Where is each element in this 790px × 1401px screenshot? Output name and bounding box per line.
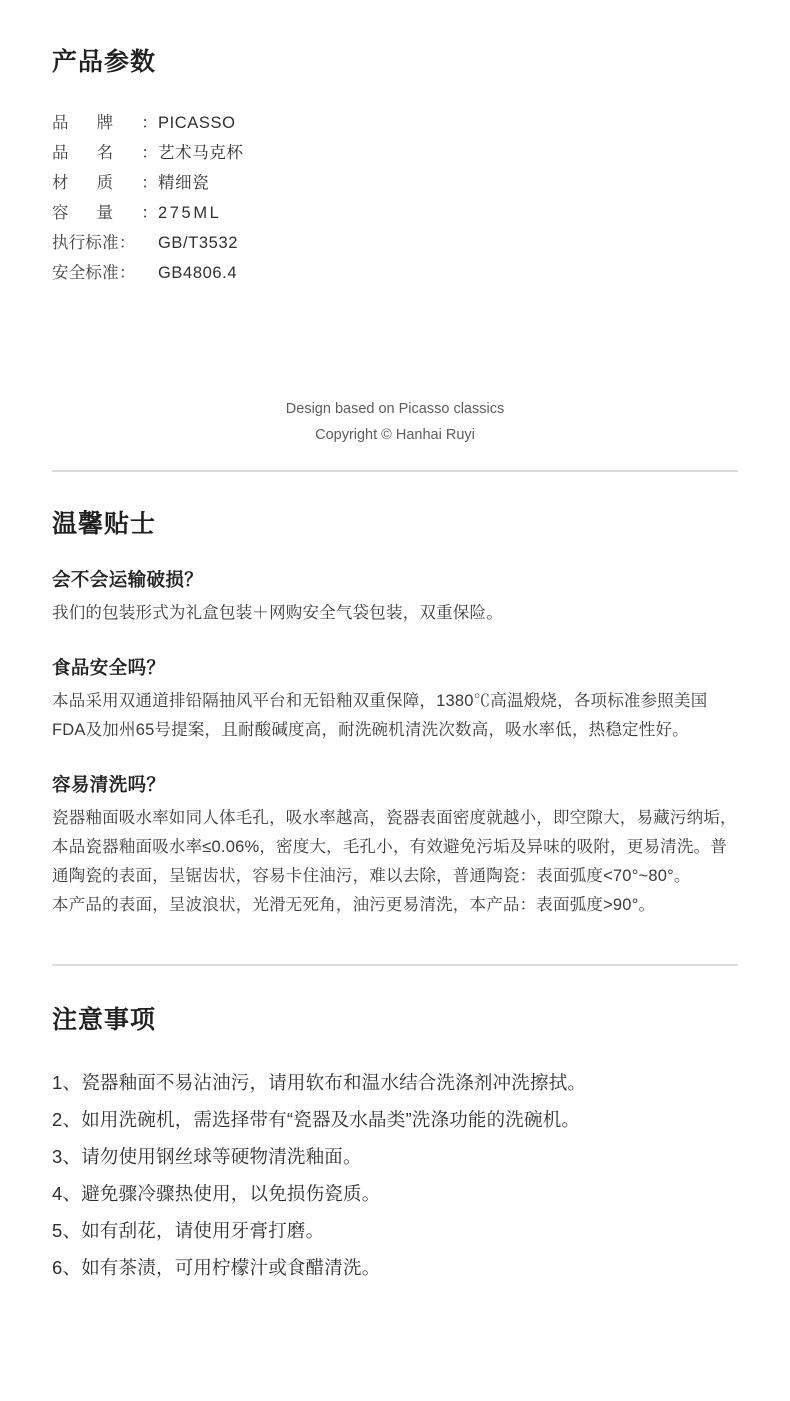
spec-label-colon: ： xyxy=(141,114,158,132)
spec-label-colon: ： xyxy=(118,264,136,282)
tips-section xyxy=(0,472,790,920)
spec-value: 275ML xyxy=(158,204,222,222)
spec-row xyxy=(52,258,740,288)
spec-label-char: 量 xyxy=(96,204,114,222)
spec-label-colon: ： xyxy=(118,234,136,252)
qa-answer-paragraph: 我们的包装形式为礼盒包装＋网购安全气袋包装，双重保险。 xyxy=(52,604,503,622)
spec-list xyxy=(52,108,740,288)
list-item: 4、避免骤冷骤热使用，以免损伤瓷质。 xyxy=(52,1183,381,1204)
spec-value: GB/T3532 xyxy=(158,234,239,252)
spec-row xyxy=(52,138,740,168)
spec-row xyxy=(52,168,740,198)
spec-label-char: 品 xyxy=(52,144,69,162)
spec-label-colon: ： xyxy=(141,144,158,162)
spec-value: GB4806.4 xyxy=(158,264,238,282)
spec-label-char: 牌 xyxy=(96,114,114,132)
spec-label xyxy=(52,108,158,138)
spec-label-char: 容 xyxy=(52,204,69,222)
notes-section xyxy=(0,966,790,1346)
spec-label-char: 质 xyxy=(96,174,114,192)
qa-answer-paragraph: 本品采用双通道排铅隔抽风平台和无铅釉双重保障，1380℃高温煅烧，各项标准参照美国FDA及加州65号提案，且耐酸碱度高，耐洗碗机清洗次数高，吸水率低，热稳定性好。 xyxy=(52,692,708,739)
spec-label xyxy=(52,168,158,198)
spec-value: 艺术马克杯 xyxy=(158,144,244,162)
qa-answer-paragraph: 瓷器釉面吸水率如同人体毛孔，吸水率越高，瓷器表面密度就越小，即空隙大，易藏污纳垢，本品瓷器釉面吸水率≤0.06%，密度大，毛孔小，有效避免污垢及异味的吸附，更易清洗。普通陶瓷的表面，呈锯齿状，容易卡住油污，难以去除，普通陶瓷：表面弧度<70°~80°。 xyxy=(52,809,737,885)
spec-label xyxy=(52,258,158,288)
qa-answer xyxy=(52,804,740,920)
qa-item xyxy=(52,654,740,745)
spec-label-char: 材 xyxy=(52,174,69,192)
spec-label xyxy=(52,138,158,168)
spec-section-title: 产品参数 xyxy=(52,48,157,76)
list-item: 6、如有茶渍，可用柠檬汁或食醋清洗。 xyxy=(52,1257,381,1278)
spec-row xyxy=(52,108,740,138)
qa-answer xyxy=(52,599,740,628)
spec-row xyxy=(52,228,740,258)
list-item: 3、请勿使用钢丝球等硬物清洗釉面。 xyxy=(52,1146,362,1167)
qa-question: 会不会运输破损？ xyxy=(52,569,204,590)
spec-label-colon: ： xyxy=(141,174,158,192)
spec-label xyxy=(52,228,158,258)
list-item: 5、如有刮花，请使用牙膏打磨。 xyxy=(52,1220,325,1241)
spec-label xyxy=(52,198,158,228)
list-item: 1、瓷器釉面不易沾油污，请用软布和温水结合洗涤剂冲洗擦拭。 xyxy=(52,1072,587,1093)
qa-answer-paragraph: 本产品的表面，呈波浪状，光滑无死角，油污更易清洗，本产品：表面弧度>90°。 xyxy=(52,896,656,914)
notes-section-title: 注意事项 xyxy=(52,1006,157,1034)
qa-answer xyxy=(52,687,740,745)
qa-item xyxy=(52,566,740,628)
qa-item xyxy=(52,771,740,920)
product-spec-section xyxy=(0,0,790,448)
spec-label-colon: ： xyxy=(141,204,158,222)
credits-copyright-line: Copyright © Hanhai Ruyi xyxy=(315,427,475,443)
notes-list xyxy=(52,1064,740,1286)
list-item: 2、如用洗碗机，需选择带有“瓷器及水晶类”洗涤功能的洗碗机。 xyxy=(52,1109,581,1130)
spec-value: PICASSO xyxy=(158,114,236,132)
spec-label-char: 品 xyxy=(52,114,69,132)
credits-design-line: Design based on Picasso classics xyxy=(285,401,505,417)
spec-label-char: 名 xyxy=(96,144,114,162)
tips-section-title: 温馨贴士 xyxy=(52,510,157,538)
qa-question: 容易清洗吗？ xyxy=(52,774,166,795)
credits-block xyxy=(52,396,740,448)
spec-label-char: 执行标准 xyxy=(52,234,119,252)
spec-value: 精细瓷 xyxy=(158,174,210,192)
spec-row xyxy=(52,198,740,228)
qa-question: 食品安全吗？ xyxy=(52,657,166,678)
spec-label-char: 安全标准 xyxy=(52,264,119,282)
